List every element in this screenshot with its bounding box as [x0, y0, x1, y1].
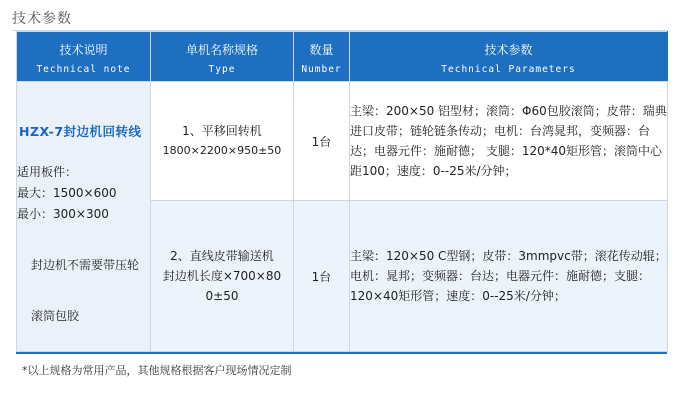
spec-table: [16, 31, 668, 352]
type-line: 1800×2200×950±50: [162, 144, 282, 157]
type-line: 0±50: [205, 289, 239, 303]
product-name: HZX-7封边机回转线: [19, 124, 142, 139]
parameters-cell: 主梁：200×50 铝型材；滚筒：Φ60包胶滚筒；皮带：瑞典进口皮带；链轮链条传动；电机：台湾晁邦，变频器：台达；电器元件：施耐德； 支腿：120*40矩形管；滚筒中心距100；速度：0--25米/分钟；: [350, 82, 668, 201]
parameters-cell: 主梁：120×50 C型钢；皮带：3mmpvc带；滚花传动辊；电机：晁邦；变频器：台达；电器元件：施耐德；支腿：120×40矩形管；速度：0--25米/分钟；: [350, 201, 668, 352]
note-line: 最小：300×300: [17, 207, 109, 221]
header-en: Technical note: [36, 63, 131, 75]
header-cn: 单机名称规格: [185, 42, 258, 57]
table-bottom-rule: [16, 352, 667, 354]
header-number: [294, 32, 350, 82]
table-header-row: [17, 32, 668, 82]
header-technical-note: [17, 32, 151, 82]
table-row: [17, 82, 668, 201]
header-cn: 技术参数: [484, 42, 533, 57]
type-cell: [151, 201, 294, 352]
header-en: Number: [301, 63, 342, 75]
header-en: Technical Parameters: [441, 63, 576, 75]
header-cn: 技术说明: [59, 42, 108, 57]
type-line: 封边机长度×700×80: [162, 269, 282, 283]
type-cell: [151, 82, 294, 201]
header-parameters: [350, 32, 668, 82]
header-en: Type: [208, 63, 236, 75]
header-cn: 数量: [309, 42, 334, 57]
type-line: 2、直线皮带输送机: [170, 249, 274, 263]
note-line: 适用板件：: [17, 165, 78, 179]
page-title: 技术参数: [12, 11, 72, 27]
note-line: 最大：1500×600: [17, 186, 117, 200]
header-type: [151, 32, 294, 82]
number-cell: 1台: [294, 82, 350, 201]
footnote: *以上规格为常用产品，其他规格根据客户现场情况定制: [22, 364, 292, 377]
type-line: 1、平移回转机: [182, 124, 262, 138]
number-cell: 1台: [294, 201, 350, 352]
note-line: 滚筒包胶: [31, 309, 80, 323]
note-line: 封边机不需要带压轮: [31, 258, 140, 272]
technical-note-cell: [17, 82, 151, 352]
